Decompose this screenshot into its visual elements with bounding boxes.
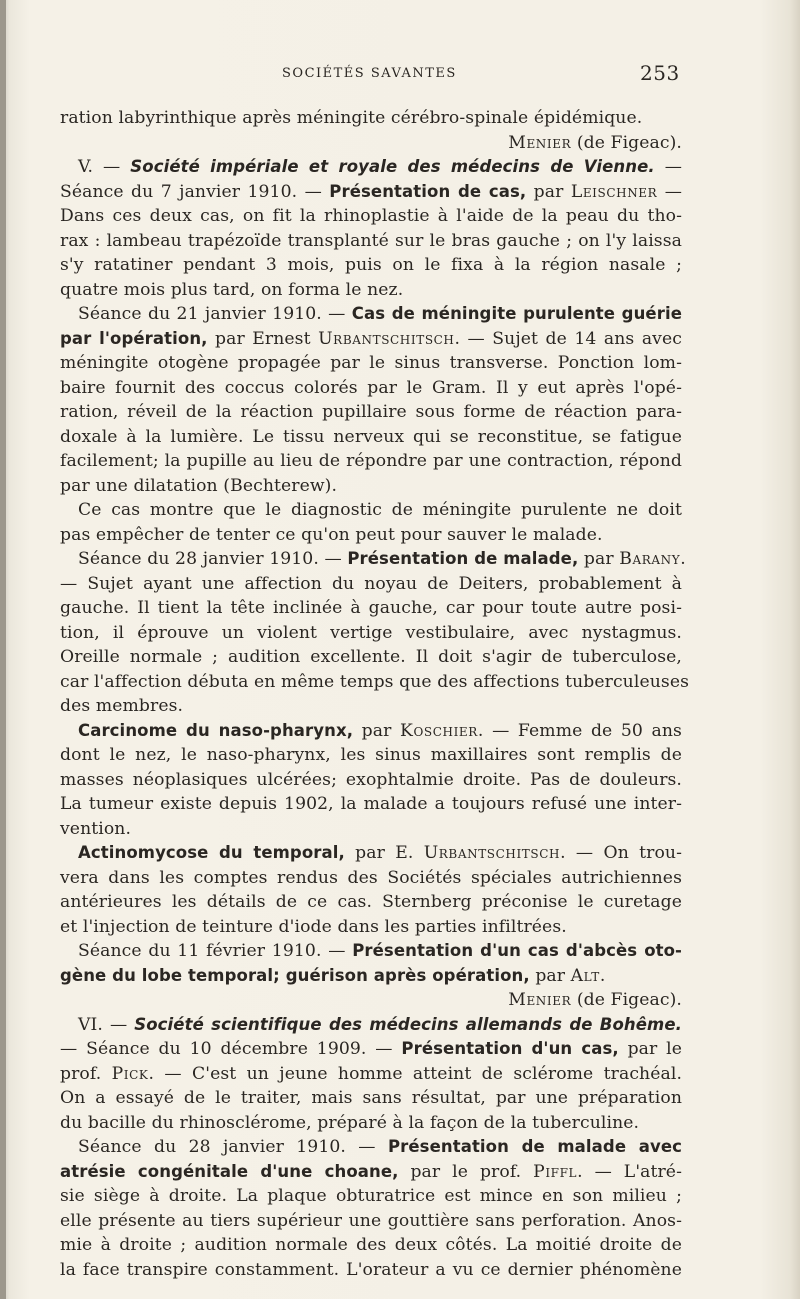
- author-name: Alt: [570, 965, 600, 986]
- text-line: [60, 1086, 682, 1111]
- text-span: et l'injection de teinture d'iode dans les parties infiltrées.: [60, 916, 567, 937]
- text-span: la face transpire constamment. L'orateur a vu ce dernier phénomène: [60, 1259, 682, 1280]
- heading-text: atrésie congénitale d'une choane,: [60, 1161, 399, 1181]
- text-span: tion, il éprouve un violent vertige vestibulaire, avec nystagmus.: [60, 622, 682, 643]
- text-line: [60, 1184, 682, 1209]
- text-span: par: [526, 181, 571, 202]
- text-line: [60, 743, 682, 768]
- text-line: [60, 768, 682, 793]
- text-line: [60, 915, 682, 940]
- text-span: facilement; la pupille au lieu de répondre par une contraction, répond: [60, 451, 682, 471]
- text-line: [60, 988, 682, 1013]
- text-span: sie siège à droite. La plaque obturatrice est mince en son milieu ;: [60, 1186, 682, 1206]
- text-span: par Ernest: [207, 328, 319, 349]
- heading-text: Présentation d'un cas,: [401, 1039, 619, 1058]
- text-line: [60, 425, 682, 450]
- running-head: [0, 58, 800, 88]
- text-line: [60, 474, 682, 499]
- author-name: Urbantschitsch: [423, 843, 561, 863]
- author-name: Menier: [508, 990, 572, 1010]
- text-span: . — On trou-: [560, 843, 682, 863]
- text-span: Séance du 7 janvier 1910. —: [60, 181, 330, 202]
- text-span: On a essayé de le traiter, mais sans résultat, par une préparation: [60, 1088, 682, 1108]
- text-span: antérieures les détails de ce cas. Sternberg préconise le curetage: [60, 892, 682, 912]
- text-span: V. —: [78, 157, 131, 177]
- text-line: [60, 670, 690, 695]
- text-span: méningite otogène propagée par le sinus transverse. Ponction lom-: [60, 353, 682, 373]
- text-span: baire fournit des coccus colorés par le Gram. Il y eut après l'opé-: [60, 377, 682, 398]
- text-span: Séance du 28 janvier 1910. —: [78, 1137, 388, 1157]
- text-span: . — Sujet de 14 ans avec: [454, 328, 682, 349]
- text-span: —: [654, 157, 683, 177]
- text-span: rax : lambeau trapézoïde transplanté sur le bras gauche ; on l'y laissa: [60, 230, 682, 251]
- text-line: [60, 449, 682, 474]
- text-span: ration labyrinthique après méningite cérébro-spinale épidémique.: [60, 108, 643, 128]
- heading-text: Société scientifique des médecins allemands de Bohême.: [134, 1014, 682, 1034]
- text-span: doxale à la lumière. Le tissu nerveux qui se reconstitue, se fatigue: [60, 426, 682, 447]
- text-span: car l'affection débuta en même temps que des affections tuberculeuses: [60, 671, 690, 692]
- page-body: [60, 106, 690, 1282]
- text-span: (de Figeac).: [571, 990, 682, 1010]
- text-span: masses néoplasiques ulcérées; exophtalmie droite. Pas de douleurs.: [60, 769, 682, 790]
- heading-text: Cas de méningite purulente guérie: [351, 304, 682, 323]
- text-span: — Séance du 10 décembre 1909. —: [60, 1039, 402, 1059]
- text-span: vera dans les comptes rendus des Sociétés spéciales autrichiennes: [60, 867, 682, 888]
- text-span: elle présente au tiers supérieur une gouttière sans perforation. Anos-: [60, 1210, 682, 1231]
- text-line: [60, 1062, 682, 1087]
- page-number: 253: [640, 61, 680, 85]
- text-span: La tumeur existe depuis 1902, la malade a toujours refusé une inter-: [60, 794, 682, 814]
- heading-text: Société impériale et royale des médecins de Vienne.: [130, 157, 655, 176]
- heading-text: Présentation de malade avec: [387, 1137, 682, 1156]
- text-span: des membres.: [60, 696, 184, 716]
- text-line: [60, 1111, 682, 1136]
- text-line: [60, 1209, 682, 1234]
- text-line: [60, 253, 682, 278]
- text-line: [60, 155, 682, 180]
- text-line: [60, 302, 682, 327]
- text-line: [60, 204, 682, 229]
- text-line: [60, 866, 682, 891]
- text-line: [60, 719, 682, 744]
- heading-text: Présentation d'un cas d'abcès oto-: [352, 941, 682, 960]
- text-line: [60, 278, 682, 303]
- author-name: Koschier: [400, 720, 478, 741]
- author-name: Urbantschitsch: [318, 328, 455, 349]
- text-span: Ce cas montre que le diagnostic de méningite purulente ne doit: [78, 500, 682, 520]
- text-line: [60, 400, 682, 425]
- text-line: [60, 351, 682, 376]
- text-span: . — Femme de 50 ans: [477, 720, 682, 741]
- text-line: [60, 572, 682, 597]
- text-span: par: [578, 549, 620, 569]
- text-span: —: [657, 181, 682, 202]
- heading-text: Présentation de cas,: [329, 181, 527, 201]
- text-span: s'y ratatiner pendant 3 mois, puis on le fixa à la région nasale ;: [60, 255, 682, 275]
- text-line: [60, 180, 682, 205]
- text-span: vention.: [60, 818, 132, 839]
- text-span: par le: [618, 1039, 683, 1059]
- author-name: Pick: [111, 1063, 149, 1084]
- text-span: dont le nez, le naso-pharynx, les sinus maxillaires sont remplis de: [60, 745, 682, 765]
- text-line: [60, 817, 682, 842]
- text-span: quatre mois plus tard, on forma le nez.: [60, 279, 404, 300]
- author-name: Barany: [619, 549, 681, 569]
- heading-text: par l'opération,: [60, 328, 208, 348]
- text-line: [60, 547, 686, 572]
- text-span: — Sujet ayant une affection du noyau de Deiters, probablement à: [60, 573, 682, 594]
- text-span: Séance du 11 février 1910. —: [78, 941, 353, 961]
- text-line: [60, 1233, 682, 1258]
- text-line: [60, 621, 682, 646]
- text-span: .: [599, 965, 606, 986]
- text-line: [60, 523, 682, 548]
- text-line: [60, 1037, 682, 1062]
- heading-text: Actinomycose du temporal,: [78, 843, 345, 862]
- text-line: [60, 498, 682, 523]
- text-span: . — C'est un jeune homme atteint de sclérome trachéal.: [148, 1063, 683, 1084]
- heading-text: gène du lobe temporal; guérison après opération,: [60, 965, 530, 985]
- text-span: du bacille du rhinosclérome, préparé à la façon de la tuberculine.: [60, 1112, 640, 1133]
- text-span: par: [529, 965, 571, 986]
- author-name: Menier: [508, 132, 572, 153]
- text-line: [60, 1013, 682, 1038]
- heading-text: Carcinome du naso-pharynx,: [78, 720, 354, 740]
- text-span: . — L'atré-: [577, 1161, 682, 1182]
- heading-text: Présentation de malade,: [347, 549, 579, 568]
- text-span: pas empêcher de tenter ce qu'on peut pour sauver le malade.: [60, 524, 603, 545]
- text-line: [60, 841, 682, 866]
- text-line: [60, 229, 682, 254]
- text-line: [60, 939, 682, 964]
- text-span: VI. —: [78, 1014, 135, 1035]
- text-line: [60, 1135, 682, 1160]
- text-line: [60, 131, 682, 156]
- author-name: Piffl: [533, 1161, 578, 1182]
- author-name: Leischner: [570, 181, 658, 202]
- text-span: Séance du 28 janvier 1910. —: [78, 549, 348, 569]
- text-line: [60, 596, 682, 621]
- text-span: par une dilatation (Bechterew).: [60, 475, 338, 496]
- running-head-title: SOCIÉTÉS SAVANTES: [282, 66, 457, 81]
- text-line: [60, 1258, 682, 1283]
- text-span: Séance du 21 janvier 1910. —: [78, 304, 352, 324]
- text-line: [60, 890, 682, 915]
- text-span: (de Figeac).: [571, 132, 682, 153]
- page-gutter: [0, 0, 6, 1299]
- text-line: [60, 645, 682, 670]
- text-span: Dans ces deux cas, on fit la rhinoplastie à l'aide de la peau du tho-: [60, 206, 682, 226]
- text-span: par le prof.: [398, 1161, 534, 1182]
- text-line: [60, 1160, 682, 1185]
- text-line: [60, 792, 682, 817]
- text-span: Oreille normale ; audition excellente. Il doit s'agir de tuberculose,: [60, 647, 682, 667]
- text-span: ration, réveil de la réaction pupillaire sous forme de réaction para-: [60, 402, 682, 422]
- text-span: .: [680, 549, 686, 569]
- text-span: mie à droite ; audition normale des deux côtés. La moitié droite de: [60, 1235, 682, 1255]
- text-span: prof.: [60, 1063, 112, 1084]
- text-line: [60, 327, 682, 352]
- text-line: [60, 376, 682, 401]
- text-span: par: [353, 720, 401, 741]
- text-span: par E.: [344, 843, 424, 863]
- text-line: [60, 106, 682, 131]
- text-line: [60, 964, 682, 989]
- text-line: [60, 694, 682, 719]
- text-span: gauche. Il tient la tête inclinée à gauche, car pour toute autre posi-: [60, 598, 682, 618]
